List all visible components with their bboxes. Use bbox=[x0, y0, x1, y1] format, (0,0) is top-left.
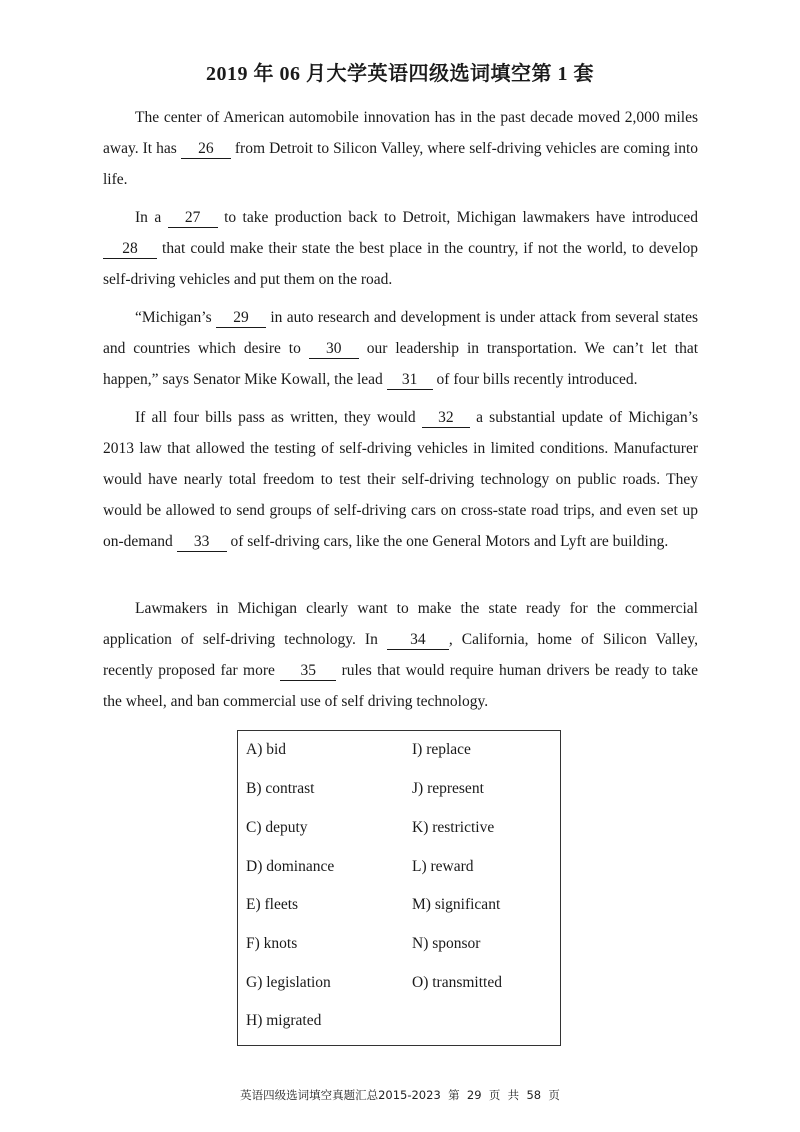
paragraph-2 bbox=[103, 202, 698, 295]
option-f: F) knots bbox=[246, 935, 298, 952]
option-b: B) contrast bbox=[246, 780, 315, 797]
option-j: J) represent bbox=[412, 780, 484, 797]
paragraph-text: in auto research and development is under attack from several states and countries which desire to bbox=[103, 309, 699, 357]
page-footer: 英语四级选词填空真题汇总2015-2023 第 29 页 共 58 页 bbox=[240, 1088, 560, 1102]
blank-30[interactable]: 30 bbox=[309, 340, 359, 359]
option-i: I) replace bbox=[412, 741, 471, 758]
option-k: K) restrictive bbox=[412, 819, 495, 836]
option-o: O) transmitted bbox=[412, 974, 502, 991]
paragraph-text: rules that would require human drivers be ready to take the wheel, and ban commercial use of self driving technology. bbox=[103, 662, 698, 710]
option-c: C) deputy bbox=[246, 819, 308, 836]
blank-32[interactable]: 32 bbox=[422, 409, 470, 428]
paragraph-text: The center of American automobile innovation has in the past decade moved 2,000 miles away. It has bbox=[103, 109, 698, 157]
paragraph-text: In a bbox=[135, 209, 162, 226]
paragraph-text: Lawmakers in Michigan clearly want to make the state ready for the commercial application of self-driving technology. In bbox=[103, 600, 698, 648]
blank-33[interactable]: 33 bbox=[177, 533, 227, 552]
paragraph-3 bbox=[103, 302, 698, 395]
blank-35[interactable]: 35 bbox=[280, 662, 336, 681]
option-h: H) migrated bbox=[246, 1012, 322, 1029]
paragraph-text: of four bills recently introduced. bbox=[436, 371, 638, 388]
option-l: L) reward bbox=[412, 858, 474, 875]
paragraph-4 bbox=[103, 402, 698, 557]
blank-31[interactable]: 31 bbox=[387, 371, 433, 390]
paragraph-text: “Michigan’s bbox=[135, 309, 212, 326]
option-g: G) legislation bbox=[246, 974, 331, 991]
option-e: E) fleets bbox=[246, 896, 299, 913]
page-title: 2019 年 06 月大学英语四级选词填空第 1 套 bbox=[206, 63, 594, 85]
paragraph-text: to take production back to Detroit, Michigan lawmakers have introduced bbox=[224, 209, 699, 226]
blank-26[interactable]: 26 bbox=[181, 140, 231, 159]
blank-28[interactable]: 28 bbox=[103, 240, 157, 259]
paragraph-text: from Detroit to Silicon Valley, where self-driving vehicles are coming into life. bbox=[103, 140, 699, 188]
paragraph-text: our leadership in transportation. We can’t let that happen,” says Senator Mike Kowall, the lead bbox=[103, 340, 699, 388]
paragraph-5 bbox=[103, 593, 698, 717]
blank-27[interactable]: 27 bbox=[168, 209, 218, 228]
option-a: A) bid bbox=[246, 741, 287, 758]
paragraph-text: a substantial update of Michigan’s 2013 law that allowed the testing of self-driving vehicles in limited conditions. Manufacturer would have nearly total freedom to test their self-driving technology on public roads. They would be allowed to send groups of self-driving cars on cross-state road trips, and even set up on-demand bbox=[103, 409, 699, 550]
option-d: D) dominance bbox=[246, 858, 335, 875]
word-bank-box bbox=[237, 730, 561, 1046]
paragraph-text: that could make their state the best place in the country, if not the world, to develop self-driving vehicles and put them on the road. bbox=[103, 240, 698, 288]
blank-34[interactable]: 34 bbox=[387, 631, 449, 650]
blank-29[interactable]: 29 bbox=[216, 309, 266, 328]
paragraph-1 bbox=[103, 102, 698, 195]
paragraph-text: of self-driving cars, like the one General Motors and Lyft are building. bbox=[230, 533, 669, 550]
paragraph-text: , California, home of Silicon Valley, recently proposed far more bbox=[103, 631, 699, 679]
paragraph-text: If all four bills pass as written, they would bbox=[135, 409, 416, 426]
option-m: M) significant bbox=[412, 896, 501, 913]
option-n: N) sponsor bbox=[412, 935, 481, 952]
